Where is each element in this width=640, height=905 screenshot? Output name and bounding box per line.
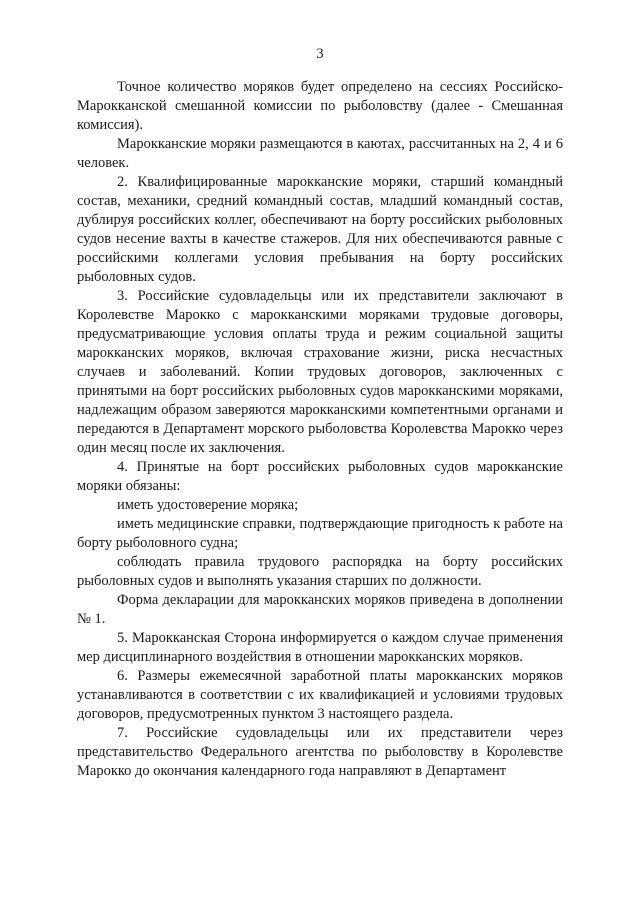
paragraph: 6. Размеры ежемесячной заработной платы марокканских моряков устанавливаются в соответствии с их квалификацией и условиями трудовых договоров, предусмотренных пунктом 3 настоящего раздела.: [77, 668, 563, 722]
paragraph: 5. Марокканская Сторона информируется о каждом случае применения мер дисциплинарного воздействия в отношении марокканских моряков.: [77, 630, 563, 665]
paragraph: Форма декларации для марокканских моряков приведена в дополнении № 1.: [77, 592, 563, 627]
paragraph: 7. Российские судовладельцы или их представители через представительство Федерального агентства по рыболовству в Королевстве Марокко до окончания календарного года направляют в Департамент: [77, 725, 563, 779]
paragraph: 3. Российские судовладельцы или их представители заключают в Королевстве Марокко с марокканскими моряками трудовые договоры, предусматривающие условия оплаты труда и режим социальной защиты марокканских моряков, включая страхование жизни, риска несчастных случаев и заболеваний. Копии трудовых договоров, заключенных с принятыми на борт российских рыболовных судов марокканскими моряками, надлежащим образом заверяются марокканскими компетентными органами и передаются в Департамент морского рыболовства Королевства Марокко через один месяц после их заключения.: [77, 288, 563, 456]
page-number: 3: [316, 46, 324, 62]
paragraph: 4. Принятые на борт российских рыболовных судов марокканские моряки обязаны:: [77, 459, 563, 494]
paragraph: соблюдать правила трудового распорядка на борту российских рыболовных судов и выполнять указания старших по должности.: [77, 554, 563, 589]
paragraph: иметь удостоверение моряка;: [117, 497, 299, 513]
paragraph: 2. Квалифицированные марокканские моряки, старший командный состав, механики, средний командный состав, младший командный состав, дублируя российских коллег, обеспечивают на борту российских рыболовных судов несение вахты в качестве стажеров. Для них обеспечиваются равные с российскими коллегами условия пребывания на борту российских рыболовных судов.: [77, 174, 563, 285]
paragraph: Марокканские моряки размещаются в каютах, рассчитанных на 2, 4 и 6 человек.: [77, 136, 563, 171]
paragraph: иметь медицинские справки, подтверждающие пригодность к работе на борту рыболовного судна;: [77, 516, 563, 551]
paragraph: Точное количество моряков будет определено на сессиях Российско-Марокканской смешанной комиссии по рыболовству (далее - Смешанная комиссия).: [77, 79, 563, 133]
document-body: [77, 78, 563, 781]
